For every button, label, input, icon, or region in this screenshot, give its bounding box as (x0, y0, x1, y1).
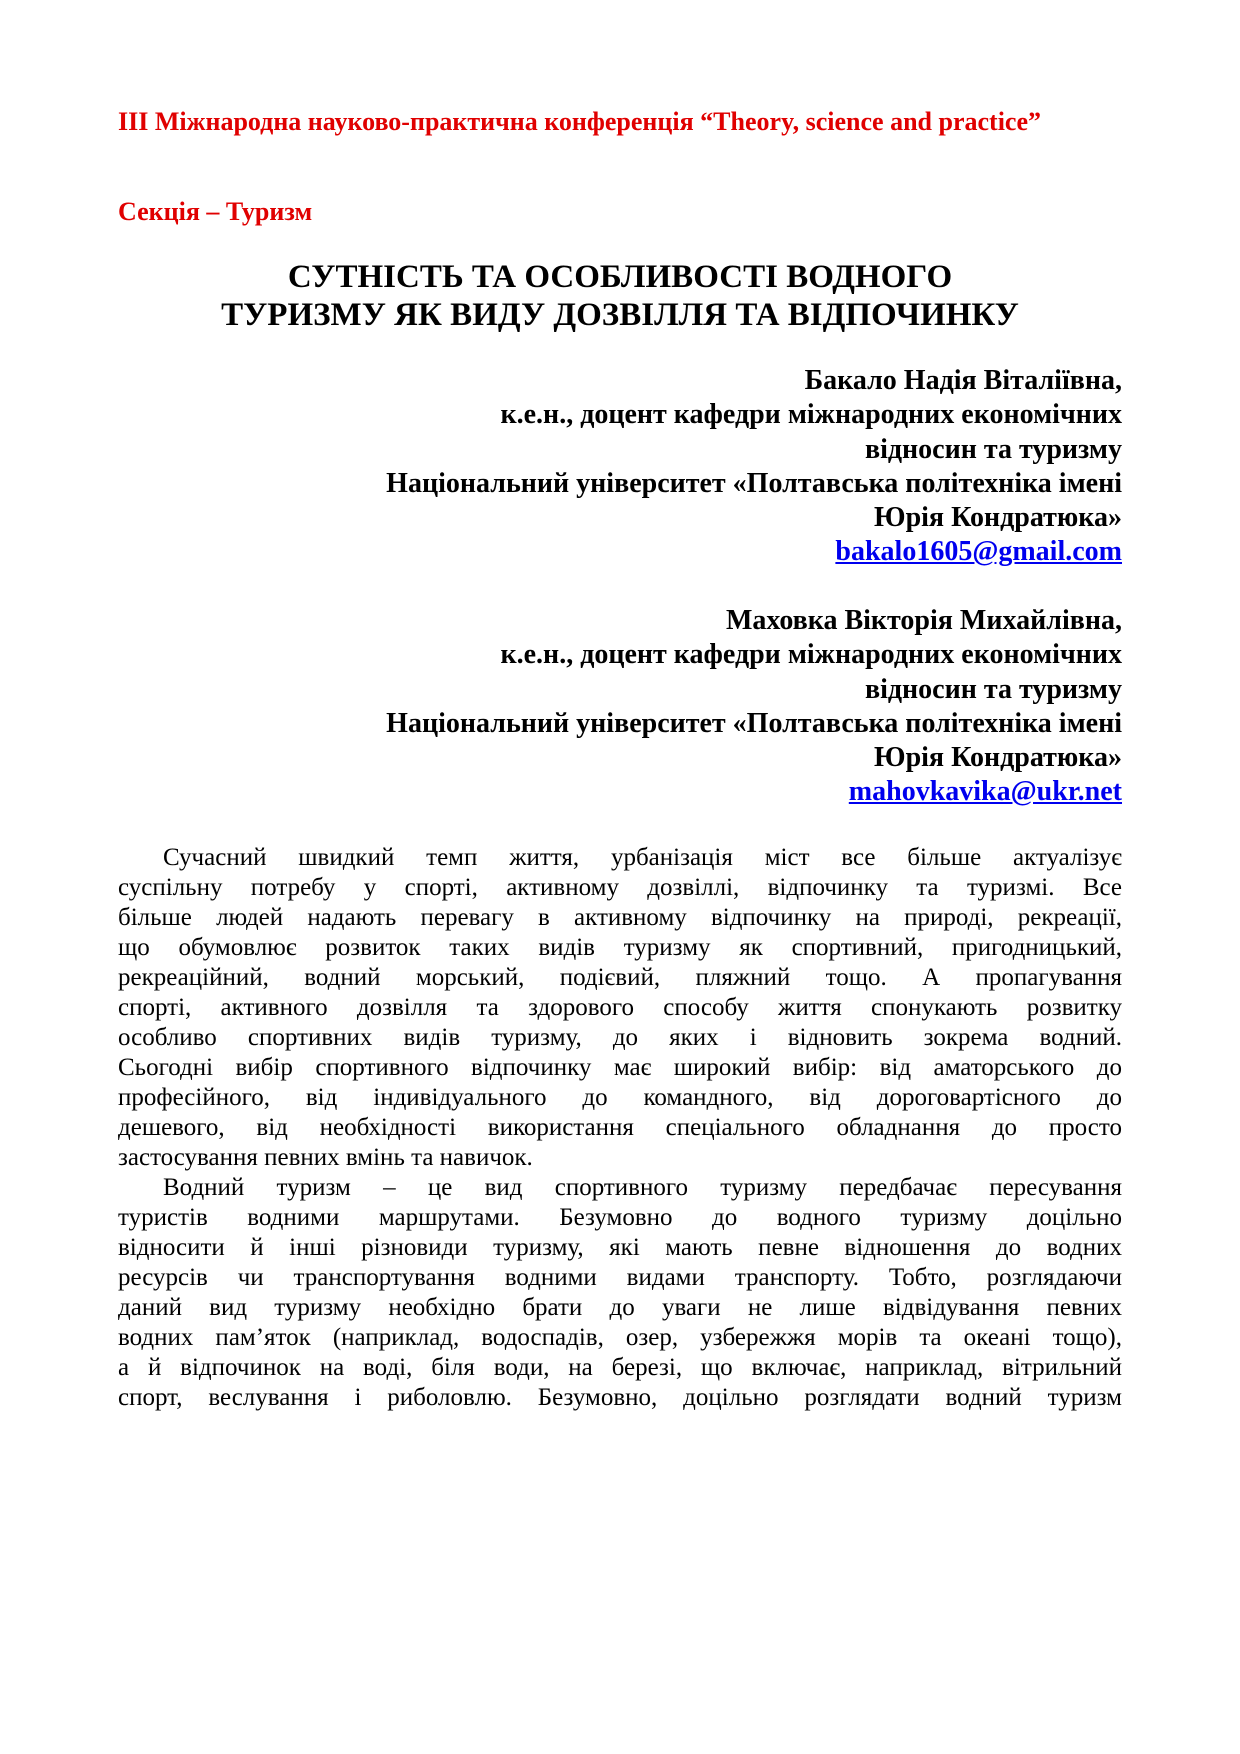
text-line: професійного, від індивідуального до командного, від дороговартісного до (118, 1084, 1122, 1111)
author-university: Юрія Кондратюка» (874, 502, 1122, 534)
author-position: відносин та туризму (864, 433, 1122, 465)
author-block (118, 604, 1122, 810)
paper-title-line: ТУРИЗМУ ЯК ВИДУ ДОЗВІЛЛЯ ТА ВІДПОЧИНКУ (221, 297, 1019, 333)
author-name: Маховка Вікторія Михайлівна, (725, 605, 1122, 636)
conference-title: ІІІ Міжнародна науково-практична конференція “Theory, science and practice” (118, 107, 1042, 136)
text-line: суспільну потребу у спорті, активному дозвіллі, відпочинку та туризмі. Все (118, 874, 1122, 901)
text-line: Водний туризм – це вид спортивного туризму передбачає пересування (163, 1174, 1122, 1201)
text-line: особливо спортивних видів туризму, до яких і відновить зокрема водний. (118, 1024, 1122, 1051)
author-university: Національний університет «Полтавська політехніка імені (386, 707, 1122, 739)
text-line: дешевого, від необхідності використання спеціального обладнання до просто (118, 1114, 1122, 1141)
text-line: що обумовлює розвиток таких видів туризму як спортивний, пригодницький, (118, 934, 1122, 961)
author-email-link[interactable]: bakalo1605@gmail.com (835, 536, 1122, 568)
author-position: відносин та туризму (864, 673, 1122, 705)
paragraph (118, 1173, 1122, 1413)
paper-title-line: СУТНІСТЬ ТА ОСОБЛИВОСТІ ВОДНОГО (287, 259, 953, 295)
text-line: а й відпочинок на воді, біля води, на березі, що включає, наприклад, вітрильний (118, 1354, 1122, 1381)
author-position: к.е.н., доцент кафедри міжнародних економічних (500, 399, 1122, 431)
text-line: Сьогодні вибір спортивного відпочинку має широкий вибір: від аматорського до (118, 1054, 1122, 1081)
paragraph (118, 843, 1122, 1173)
text-line: спорт, веслування і риболовлю. Безумовно, доцільно розглядати водний туризм (118, 1384, 1122, 1411)
text-line: рекреаційний, водний морський, подієвий, пляжний тощо. А пропагування (118, 964, 1122, 991)
text-line: даний вид туризму необхідно брати до уваги не лише відвідування певних (118, 1294, 1122, 1321)
paper-title (118, 258, 1122, 334)
text-line: Сучасний швидкий темп життя, урбанізація міст все більше актуалізує (163, 844, 1122, 871)
text-line: водних пам’яток (наприклад, водоспадів, озер, узбережжя морів та океані тощо), (118, 1324, 1122, 1351)
text-line: застосування певних вмінь та навичок. (118, 1144, 533, 1171)
text-line: ресурсів чи транспортування водними видами транспорту. Тобто, розглядаючи (118, 1264, 1122, 1291)
author-block (118, 364, 1122, 570)
author-university: Юрія Кондратюка» (874, 742, 1122, 774)
text-line: більше людей надають перевагу в активному відпочинку на природі, рекреації, (118, 904, 1122, 931)
text-line: відносити й інші різновиди туризму, які мають певне відношення до водних (118, 1234, 1122, 1261)
author-university: Національний університет «Полтавська політехніка імені (386, 467, 1122, 499)
author-position: к.е.н., доцент кафедри міжнародних економічних (500, 639, 1122, 671)
body-text (118, 843, 1122, 1413)
author-email-link[interactable]: mahovkavika@ukr.net (848, 776, 1122, 808)
text-line: туристів водними маршрутами. Безумовно до водного туризму доцільно (118, 1204, 1122, 1231)
section-label: Секція – Туризм (118, 197, 313, 226)
text-line: спорті, активного дозвілля та здорового способу життя спонукають розвитку (118, 994, 1122, 1021)
author-name: Бакало Надія Віталіївна, (804, 365, 1122, 396)
